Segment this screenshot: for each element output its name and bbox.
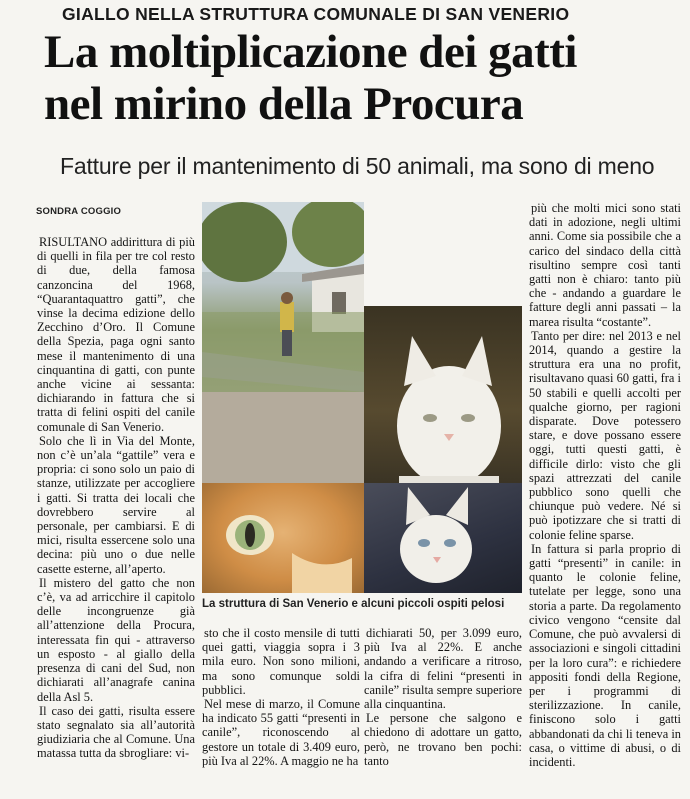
photo-cat-closeup <box>202 483 364 593</box>
paragraph: Le persone che salgono e chiedono di adottare un gatto, però, ne trovano ben pochi: tanto <box>364 711 522 768</box>
kitten-illustration <box>364 483 522 593</box>
paragraph: Solo che lì in Via del Monte, non c’è un’ala “gattile” vera e propria: ci sono solo un paio di stanze, utilizzate per accogliere i gatti. Si tratta dei locali che dovrebbero servire al personale, per cambiarsi. E di mici, risulta essercene solo una decina: più uno o due nelle casette esterne, all’aperto. <box>37 433 195 576</box>
paragraph: Tanto per dire: nel 2013 e nel 2014, quando a gestire la struttura era una no profit, risultavano quasi 60 gatti, fra i 50 stabili e quelli accolti per qualche giorno, per ragioni disparate. Dove potessero stare, e dove possano essere oggi, tutti questi gatti, è difficile dirlo: visto che gli spazi attrezzati del canile pubblico sono quelli che chiunque può vedere. Né si può ipotizzare che si tratti di colonie feline sparse. <box>529 328 681 542</box>
paragraph: RISULTANO addirittura di più di quelli in fila per tre col resto di due, della famosa canzoncina del 1968, “Quarantaquattro gatti”, che vinse la decima edizione dello Zecchino d’Oro. Il Comune della Spezia, paga ogni santo mese il mantenimento di una cinquantina di gatti, con punte anche vicine ai sessanta: dichiarando in fattura che si tratta di felini ospiti del canile comunale di San Venerio. <box>37 235 195 434</box>
article-column-4 <box>529 201 681 769</box>
paragraph: più che molti mici sono stati dati in adozione, negli ultimi anni. Come sia possibile che a carico del sindaco della città risultino sempre così tanti gatti non è chiaro: tanto più che - andando a guardare le fatture degli anni passati – la marea risulta “costante”. <box>529 201 681 329</box>
headline <box>44 26 684 130</box>
paragraph: sto che il costo mensile di tutti quei gatti, viaggia sopra i 3 mila euro. Non sono milioni, ma sono comunque soldi pubblici. <box>202 626 360 697</box>
headline-line-2: nel mirino della Procura <box>44 78 524 130</box>
photo-kitten-held <box>364 483 522 593</box>
kicker: GIALLO NELLA STRUTTURA COMUNALE DI SAN VENERIO <box>62 4 570 24</box>
headline-line-1: La moltiplicazione dei gatti <box>44 26 577 78</box>
photo-caption: La struttura di San Venerio e alcuni piccoli ospiti pelosi <box>202 598 505 610</box>
paragraph: dichiarati 50, per 3.099 euro, più Iva al 22%. E anche andando a verificare a ritroso, la cifra di felini “presenti in canile” risulta sempre superiore alla cinquantina. <box>364 626 522 712</box>
paragraph: Il caso dei gatti, risulta essere stato segnalato sia all’autorità giudiziaria che al Comune. Una matassa tutta da sbrogliare: vi- <box>37 703 195 761</box>
paragraph: Il mistero del gatto che non c’è, va ad arricchire il capitolo delle incongruenze già all’attenzione della Procura, interessata fin qui - attraverso un esposto - al giallo della presenza di cani del Sud, non dichiarati all’anagrafe canina della Asl 5. <box>37 575 195 704</box>
paragraph: In fattura si parla proprio di gatti “presenti” in canile: in quanto le colonie feline, tutelate per legge, sono una storia a parte. Da regolamento civico vengono “censite dal Comune, che può avvalersi di associazioni e singoli cittadini per la loro cura”: e richiedere appositi fondi della Regione, per i programmi di sterilizzazione. In canile, finiscono solo i gatti abbandonati da chi li teneva in casa, o vittime di abusi, o di incidenti. <box>529 541 681 769</box>
article-column-3 <box>364 626 522 768</box>
byline: SONDRA COGGIO <box>36 206 122 217</box>
cat-closeup-illustration <box>202 483 364 593</box>
article-column-1 <box>37 235 195 761</box>
subheadline: Fatture per il mantenimento di 50 animali, ma sono di meno <box>60 153 655 179</box>
paragraph: Nel mese di marzo, il Comune ha indicato 55 gatti “presenti in canile”, riconoscendo al gestore un totale di 3.409 euro, più Iva al 22%. A maggio ne ha <box>202 697 360 768</box>
article-column-2 <box>202 626 360 768</box>
